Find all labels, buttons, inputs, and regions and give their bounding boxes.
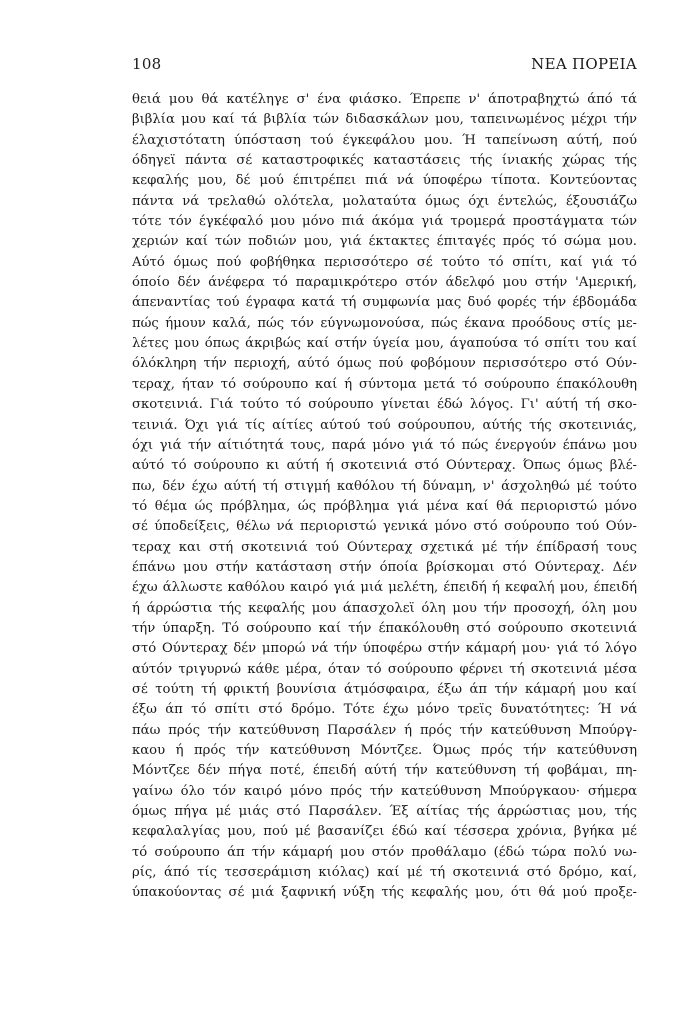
- text-line: καου ή πρός τήν κατεύθυνση Μόντζεε. Όμως πρός τήν κατεύθυνση: [132, 743, 637, 758]
- body-text: [132, 90, 637, 904]
- text-line: τήν ύπαρξη. Τό σούρουπο καί τήν έπακόλουθη στό σούρουπο σκοτεινιά: [132, 620, 637, 636]
- text-line: ή άρρώστια τής κεφαλής μου άπασχολεϊ όλη μου τήν προσοχή, όλη μου: [132, 600, 637, 616]
- text-line: άπεναντίας τού έγραφα κατά τή συμφωνία μας δυό φορές τήν έβδομάδα: [132, 295, 637, 311]
- text-line: ρίς, άπό τίς τεσσεράμιση κιόλας) καί μέ τή σκοτεινιά στό δρόμο, καί,: [132, 865, 637, 881]
- text-line: αύτό τό σούρουπο κι αύτή ή σκοτεινιά στό Ούντεραχ. Όπως όμως βλέ-: [132, 458, 637, 474]
- text-line: Αύτό όμως πού φοβήθηκα περισσότερο σέ τούτο τό σπίτι, καί γιά τό: [132, 254, 637, 270]
- text-line: σέ ύποδείξεις, θέλω νά περιοριστώ γενικά μόνο στό σούρουπο τού Ούν-: [132, 519, 637, 535]
- journal-title: ΝΕΑ ΠΟΡΕΙΑ: [531, 55, 637, 73]
- text-line: βιβλία μου καί τά βιβλία τών διδασκάλων μου, ταπεινωμένος μέχρι τήν: [132, 112, 637, 128]
- text-line: έπάνω μου στήν κατάσταση στήν όποία βρίσκομαι στό Ούντεραχ. Δέν: [132, 559, 637, 575]
- text-line: πάντα νά τρελαθώ ολότελα, μολαταύτα όμως όχι έντελώς, έξουσιάζω: [132, 193, 637, 209]
- text-line: τεραχ, ήταν τό σούρουπο καί ή σύντομα μετά τό σούρουπο έπακόλουθη: [132, 376, 637, 392]
- text-line: όποίο δέν άνέφερα τό παραμικρότερο στόν άδελφό μου στήν 'Αμερική,: [132, 275, 637, 291]
- text-line: όχι γιά τήν αίτιότητά τους, παρά μόνο γιά τό πώς ένεργούν έπάνω μου: [132, 437, 637, 453]
- text-line: θειά μου θά κατέληγε σ' ένα φιάσκο. Έπρεπε ν' άποτραβηχτώ άπό τά: [132, 92, 637, 107]
- text-line: τό θέμα ώς πρόβλημα, ώς πρόβλημα γιά μένα καί θά περιοριστώ μόνο: [132, 498, 637, 514]
- text-line: έξω άπ τό σπίτι στό δρόμο. Τότε έχω μόνο τρεϊς δυνατότητες: Ή νά: [132, 702, 637, 718]
- text-line: αύτόν τριγυρνώ κάθε μέρα, όταν τό σούρουπο φέρνει τή σκοτεινιά μέσα: [132, 661, 637, 677]
- text-line: κεφαλαλγίας μου, πού μέ βασανίζει έδώ καί τέσσερα χρόνια, βγήκα μέ: [132, 824, 637, 840]
- text-line: χεριών καί τών ποδιών μου, γιά έκτακτες έπιταγές πρός τό σώμα μου.: [132, 234, 637, 250]
- text-line: πάω πρός τήν κατεύθυνση Παρσάλεν ή πρός τήν κατεύθυνση Μπούργ-: [132, 722, 637, 738]
- text-line: όμως πήγα μέ μιάς στό Παρσάλεν. Έξ αίτίας τής άρρώστιας μου, τής: [132, 804, 637, 820]
- text-line: σκοτεινιά. Γιά τούτο τό σούρουπο γίνεται έδώ λόγος. Γι' αύτή τή σκο-: [132, 397, 637, 413]
- text-line: κεφαλής μου, δέ μού έπιτρέπει πιά νά ύποφέρω τίποτα. Κοντεύοντας: [132, 173, 637, 189]
- text-line: στό Ούντεραχ δέν μπορώ νά τήν ύποφέρω στήν κάμαρή μου· γιά τό λόγο: [132, 641, 637, 657]
- text-line: τεινιά. Όχι γιά τίς αίτίες αύτού τού σούρουπου, αύτής τής σκοτεινιάς,: [132, 417, 637, 433]
- text-line: έχω άλλωστε καθόλου καιρό γιά μιά μελέτη, έπειδή ή κεφαλή μου, έπειδή: [132, 580, 637, 596]
- text-line: γαίνω όλο τόν καιρό μόνο πρός τήν κατεύθυνση Μπούργκαου· σήμερα: [132, 783, 637, 799]
- running-head: [132, 55, 637, 77]
- text-line: έλαχιστότατη ύπόσταση τού έγκεφάλου μου. Ή ταπείνωση αύτή, πού: [132, 132, 637, 148]
- text-line: όλόκληρη τήν περιοχή, αύτό όμως πού φοβόμουν περισσότερο στό Ούν-: [132, 356, 637, 372]
- text-line: τό σούρουπο άπ τήν κάμαρή μου στόν προθάλαμο (έδώ τώρα πολύ νω-: [132, 844, 637, 860]
- text-line: τότε τόν έγκέφαλό μου μόνο πιά άκόμα γιά τρομερά προστάγματα τών: [132, 214, 637, 230]
- text-line: Μόντζεε δέν πήγα ποτέ, έπειδή αύτή τήν κατεύθυνση τή φοβάμαι, πη-: [132, 763, 637, 779]
- text-line: πώς ήμουν καλά, πώς τόν εύγνωμονούσα, πώς έκανα προόδους στίς με-: [132, 315, 637, 331]
- text-line: λέτες μου όπως άκριβώς καί στήν ύγεία μου, άγαπούσα τό σπίτι του καί: [132, 336, 637, 352]
- text-line: όδηγεϊ πάντα σέ καταστροφικές καταστάσεις τής ίνιακής χώρας τής: [132, 153, 637, 169]
- text-line: ύπακούοντας σέ μιά ξαφνική νύξη τής κεφαλής μου, ότι θά μού προξε-: [132, 885, 637, 901]
- text-line: σέ τούτη τή φρικτή βουνίσια άτμόσφαιρα, έξω άπ τήν κάμαρή μου καί: [132, 681, 637, 697]
- text-line: πω, δέν έχω αύτή τή στιγμή καθόλου τή δύναμη, ν' άσχοληθώ μέ τούτο: [132, 478, 637, 494]
- text-line: τεραχ και στή σκοτεινιά τού Ούντεραχ σχετικά μέ τήν έπίδρασή τους: [132, 539, 637, 555]
- page-number: 108: [132, 55, 162, 73]
